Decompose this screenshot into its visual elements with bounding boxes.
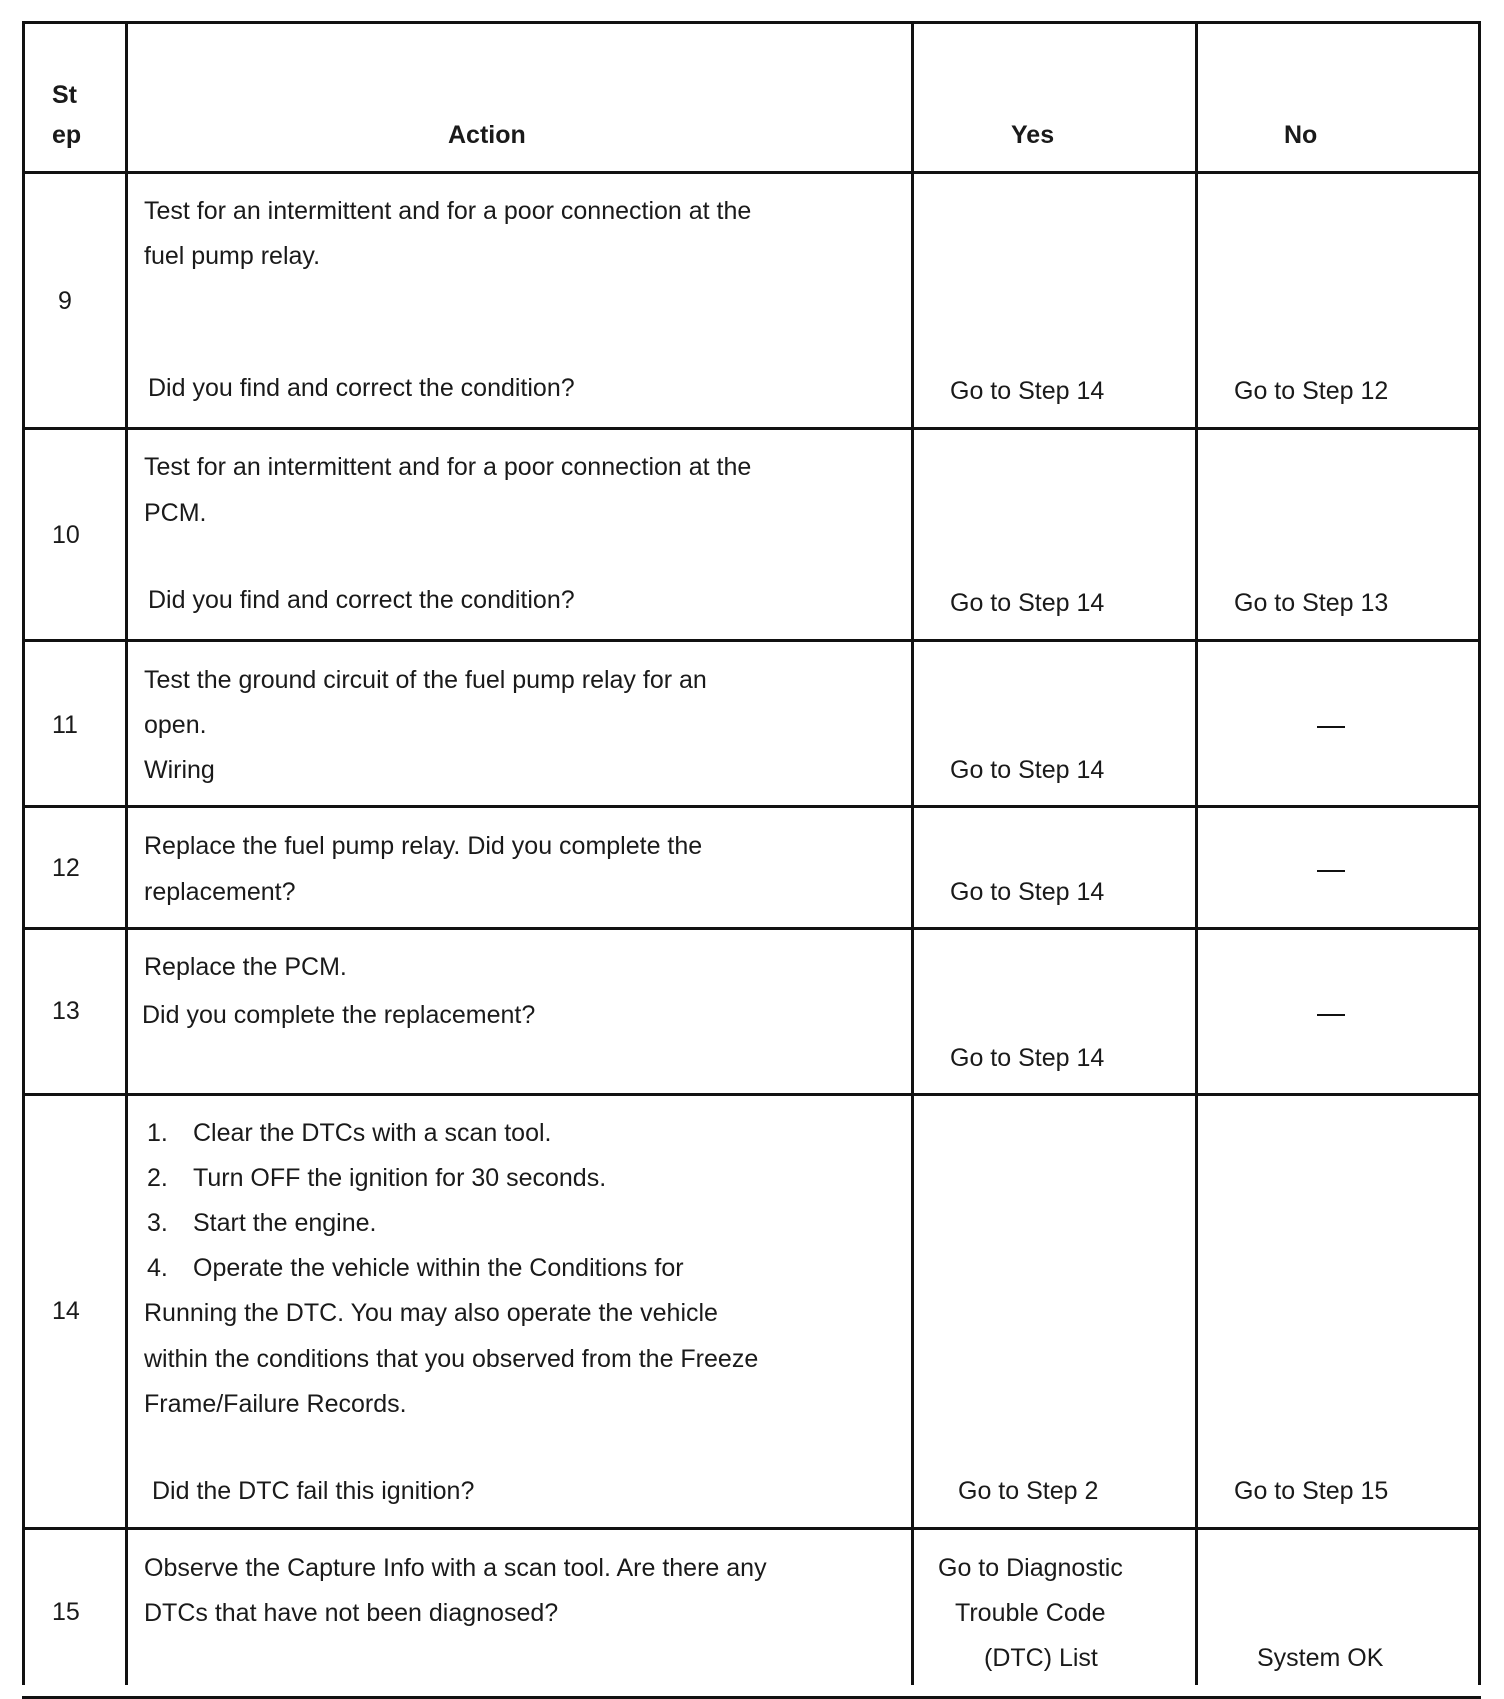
no-result: Go to Step 13	[1234, 589, 1389, 617]
list-item-text: Turn OFF the ignition for 30 seconds.	[193, 1164, 607, 1192]
action-line: open.	[144, 711, 207, 739]
yes-result: Go to Step 14	[950, 589, 1105, 617]
step-number: 10	[52, 521, 80, 549]
action-line: Replace the fuel pump relay. Did you complete the	[144, 832, 703, 860]
list-item-number: 3.	[147, 1209, 168, 1237]
action-question: Did you find and correct the condition?	[148, 374, 575, 402]
no-result: Go to Step 15	[1234, 1477, 1389, 1505]
action-line: DTCs that have not been diagnosed?	[144, 1599, 559, 1627]
yes-result: Go to Step 14	[950, 756, 1105, 784]
list-item-number: 2.	[147, 1164, 168, 1192]
header-action: Action	[448, 121, 526, 149]
action-line: Frame/Failure Records.	[144, 1390, 407, 1418]
no-result-dash	[1317, 726, 1345, 728]
header-no: No	[1284, 121, 1318, 149]
step-number: 11	[52, 711, 78, 739]
step-number: 9	[58, 287, 72, 315]
step-number: 12	[52, 854, 80, 882]
action-line: Running the DTC. You may also operate the vehicle	[144, 1299, 718, 1327]
list-item-text: Start the engine.	[193, 1209, 377, 1237]
action-line: fuel pump relay.	[144, 242, 321, 270]
action-line: Observe the Capture Info with a scan tool. Are there any	[144, 1554, 767, 1582]
row-divider	[22, 427, 1481, 430]
row-divider	[22, 1093, 1481, 1096]
list-item-number: 1.	[147, 1119, 168, 1147]
row-divider	[22, 1527, 1481, 1530]
action-line: Test for an intermittent and for a poor connection at the	[144, 197, 752, 225]
step-number: 15	[52, 1598, 80, 1626]
table-border-right	[1478, 21, 1481, 1685]
no-result: Go to Step 12	[1234, 377, 1389, 405]
action-line: Did you complete the replacement?	[142, 1001, 536, 1029]
yes-result-line: Go to Diagnostic	[938, 1554, 1123, 1582]
yes-result-line: Trouble Code	[955, 1599, 1106, 1627]
action-line: within the conditions that you observed from the Freeze	[144, 1345, 759, 1373]
list-item-text: Clear the DTCs with a scan tool.	[193, 1119, 552, 1147]
column-divider-step	[125, 21, 128, 1685]
step-number: 14	[52, 1297, 80, 1325]
yes-result: Go to Step 2	[958, 1477, 1099, 1505]
yes-result-line: (DTC) List	[984, 1644, 1098, 1672]
column-divider-action	[911, 21, 914, 1685]
list-item-text: Operate the vehicle within the Conditions for	[193, 1254, 684, 1282]
yes-result: Go to Step 14	[950, 377, 1105, 405]
action-line: Wiring	[144, 756, 215, 784]
header-yes: Yes	[1011, 121, 1055, 149]
row-divider	[22, 927, 1481, 930]
action-line: Replace the PCM.	[144, 953, 347, 981]
action-line: Test for an intermittent and for a poor connection at the	[144, 453, 752, 481]
action-question: Did the DTC fail this ignition?	[152, 1477, 475, 1505]
row-divider	[22, 639, 1481, 642]
table-border-left	[22, 21, 25, 1685]
action-line: Test the ground circuit of the fuel pump relay for an	[144, 666, 707, 694]
no-result-dash	[1317, 870, 1345, 872]
yes-result: Go to Step 14	[950, 878, 1105, 906]
action-line: PCM.	[144, 499, 207, 527]
header-step-line1: St	[52, 81, 77, 109]
table-border-top	[22, 21, 1481, 24]
no-result-dash	[1317, 1014, 1345, 1016]
row-divider	[22, 171, 1481, 174]
row-divider	[22, 805, 1481, 808]
action-question: Did you find and correct the condition?	[148, 586, 575, 614]
no-result: System OK	[1257, 1644, 1384, 1672]
column-divider-yes	[1195, 21, 1198, 1685]
yes-result: Go to Step 14	[950, 1044, 1105, 1072]
header-step-line2: ep	[52, 121, 82, 149]
list-item-number: 4.	[147, 1254, 168, 1282]
step-number: 13	[52, 997, 80, 1025]
action-line: replacement?	[144, 878, 296, 906]
